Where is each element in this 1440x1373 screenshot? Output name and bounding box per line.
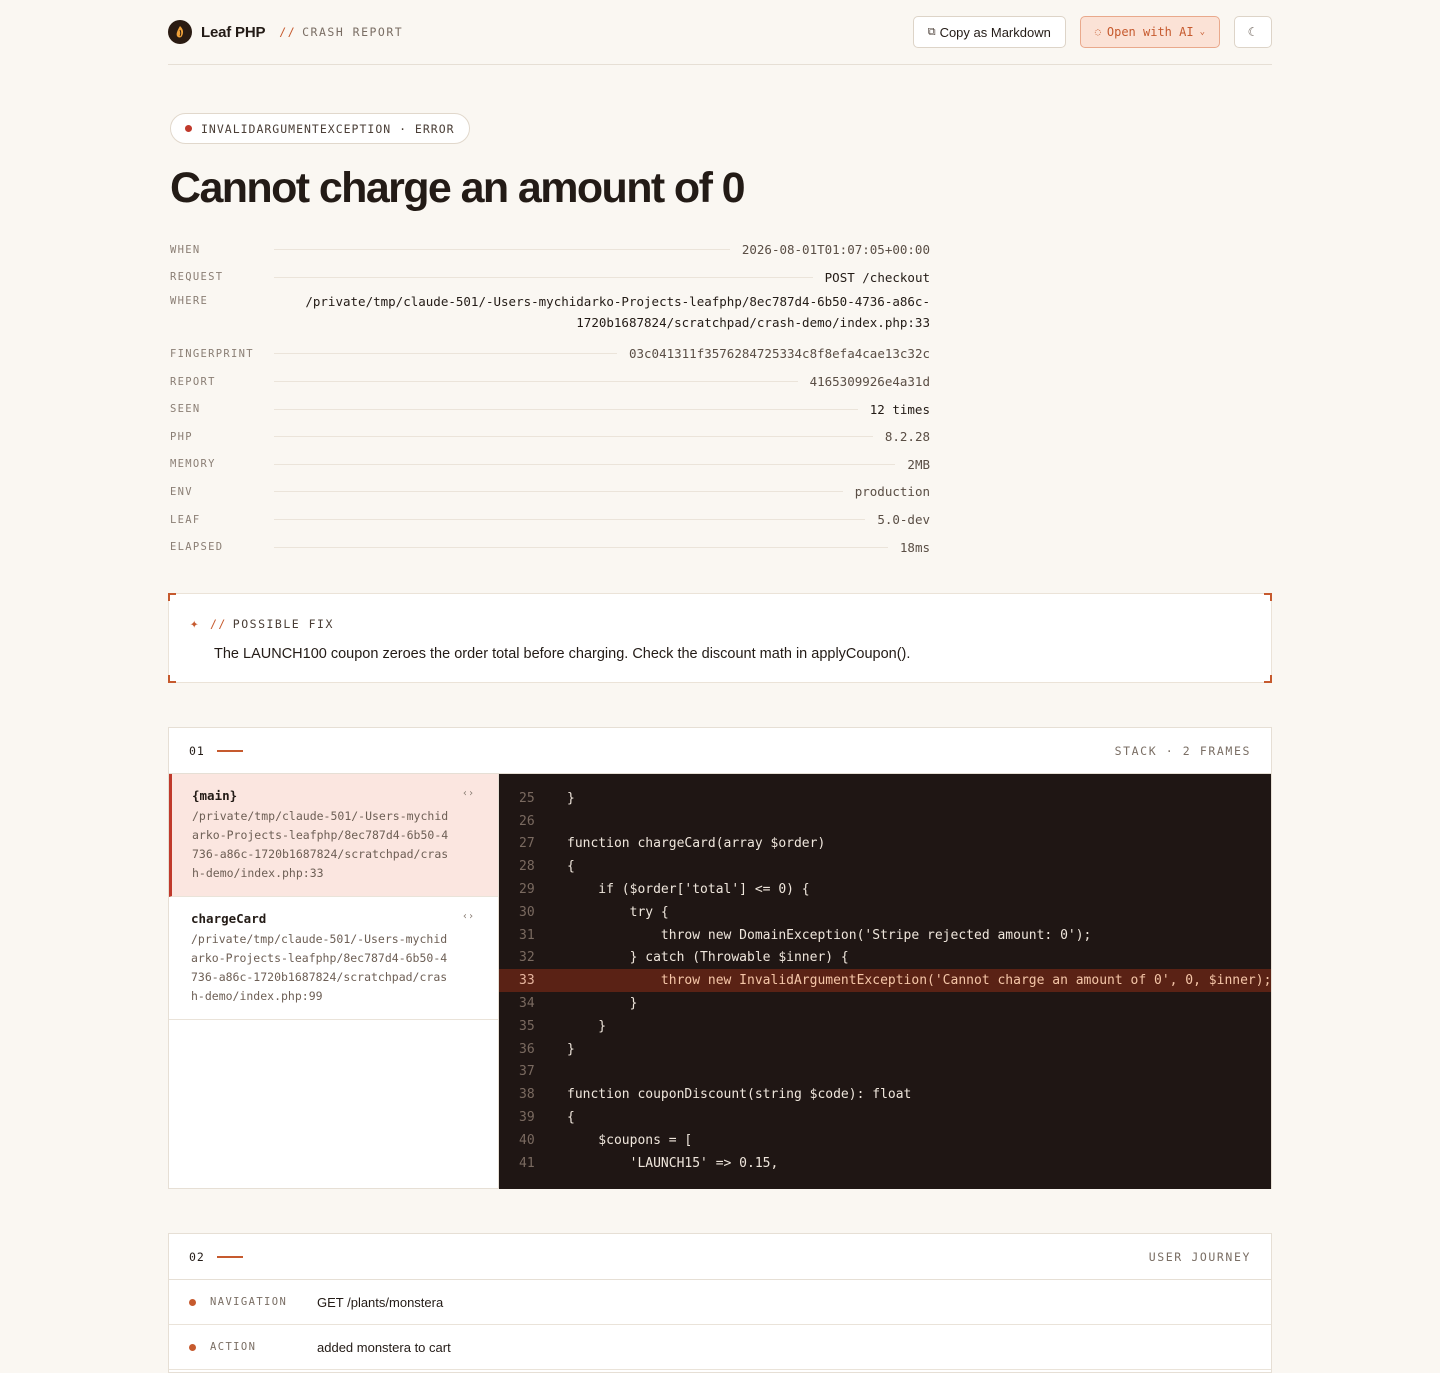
meta-row-env: ENV production <box>170 484 930 500</box>
event-dot-icon <box>189 1299 196 1306</box>
journey-event <box>169 1325 1271 1370</box>
frame-list <box>169 774 499 1189</box>
line-code: 'LAUNCH15' => 0.15, <box>567 1155 779 1171</box>
code-viewer <box>499 774 1271 1189</box>
line-number: 26 <box>519 813 535 829</box>
line-number: 34 <box>519 996 535 1012</box>
line-number: 30 <box>519 904 535 920</box>
copy-icon: ⧉ <box>927 25 936 38</box>
event-type: ACTION <box>210 1341 257 1353</box>
header-actions <box>913 16 1272 48</box>
open-with-ai-button[interactable]: ◌ Open with AI ⌄ <box>1080 16 1220 48</box>
stack-frame[interactable] <box>169 897 498 1020</box>
line-number: 40 <box>519 1132 535 1148</box>
code-expand-icon[interactable]: ‹› <box>461 788 474 799</box>
event-type: NAVIGATION <box>210 1296 288 1308</box>
brand-name: Leaf PHP <box>201 23 266 41</box>
exception-badge: INVALIDARGUMENTEXCEPTION · ERROR <box>170 113 470 144</box>
code-line <box>499 901 1271 924</box>
line-number: 37 <box>519 1064 535 1080</box>
code-line <box>499 992 1271 1015</box>
meta-row-report: REPORT 4165309926e4a31d <box>170 374 930 390</box>
stack-header <box>169 728 1271 774</box>
line-code: } <box>567 1041 575 1057</box>
section-title: STACK · 2 FRAMES <box>1114 743 1251 758</box>
error-dot-icon <box>185 125 192 132</box>
stack-frame[interactable] <box>169 774 498 897</box>
meta-row-elapsed: ELAPSED 18ms <box>170 539 930 555</box>
meta-row-memory: MEMORY 2MB <box>170 456 930 472</box>
section-number: 02 <box>189 1249 205 1264</box>
meta-row-where: WHERE /private/tmp/claude-501/-Users-mychidarko-Projects-leafphp/8ec787d4-6b50-4736-a86c-1720b1687824/scratchpad/crash-demo/index.php:33 <box>170 294 930 331</box>
code-line <box>499 1061 1271 1084</box>
meta-row-seen: SEEN 12 times <box>170 401 930 417</box>
meta-row-when: WHEN 2026-08-01T01:07:05+00:00 <box>170 242 930 258</box>
line-code: { <box>567 1110 575 1126</box>
sparkle-icon: ✦ <box>190 616 200 632</box>
code-line <box>499 969 1271 992</box>
code-line <box>499 787 1271 810</box>
line-code: throw new DomainException('Stripe rejected amount: 0'); <box>567 927 1092 943</box>
moon-icon: ☾ <box>1247 25 1259 39</box>
page-title: Cannot charge an amount of 0 <box>170 164 744 212</box>
section-title: USER JOURNEY <box>1148 1249 1251 1264</box>
line-code: } catch (Throwable $inner) { <box>567 950 849 966</box>
line-number: 31 <box>519 927 535 943</box>
line-code: } <box>567 996 638 1012</box>
code-expand-icon[interactable]: ‹› <box>461 911 474 922</box>
meta-row-php: PHP 8.2.28 <box>170 429 930 445</box>
line-code: function chargeCard(array $order) <box>567 836 826 852</box>
theme-toggle-button[interactable] <box>1234 16 1272 48</box>
line-number: 41 <box>519 1155 535 1171</box>
event-text: GET /plants/monstera <box>317 1294 444 1310</box>
chevron-down-icon: ⌄ <box>1199 27 1205 37</box>
line-number: 29 <box>519 882 535 898</box>
leaf-logo-icon <box>168 20 192 44</box>
possible-fix-card <box>168 593 1272 683</box>
code-line <box>499 810 1271 833</box>
line-code: function couponDiscount(string $code): float <box>567 1087 912 1103</box>
meta-row-fingerprint: FINGERPRINT 03c041311f3576284725334c8f8efa4cae13c32c <box>170 346 930 362</box>
line-number: 27 <box>519 836 535 852</box>
event-dot-icon <box>189 1344 196 1351</box>
sparkle-icon: ◌ <box>1094 26 1101 38</box>
line-number: 33 <box>519 973 535 989</box>
event-text: added monstera to cart <box>317 1339 451 1355</box>
frame-name: {main} <box>192 788 238 803</box>
top-bar <box>168 0 1272 65</box>
journey-event <box>169 1280 1271 1325</box>
line-number: 25 <box>519 790 535 806</box>
stack-panel <box>168 727 1272 1189</box>
code-line <box>499 1038 1271 1061</box>
possible-fix-text: The LAUNCH100 coupon zeroes the order total before charging. Check the discount math in applyCoupon(). <box>214 646 911 662</box>
meta-list <box>170 236 930 561</box>
page-breadcrumb: // CRASH REPORT <box>279 25 404 39</box>
line-number: 38 <box>519 1087 535 1103</box>
line-code: $coupons = [ <box>567 1132 693 1148</box>
code-line <box>499 1015 1271 1038</box>
code-line <box>499 855 1271 878</box>
line-number: 28 <box>519 859 535 875</box>
line-number: 39 <box>519 1110 535 1126</box>
line-code: } <box>567 790 575 806</box>
code-line <box>499 947 1271 970</box>
line-code: if ($order['total'] <= 0) { <box>567 882 810 898</box>
code-line <box>499 924 1271 947</box>
possible-fix-header: ✦ // POSSIBLE FIX <box>190 616 334 632</box>
meta-row-request: REQUEST POST /checkout <box>170 269 930 285</box>
code-line <box>499 1129 1271 1152</box>
meta-row-leaf: LEAF 5.0-dev <box>170 512 930 528</box>
journey-panel <box>168 1233 1272 1373</box>
code-line <box>499 1083 1271 1106</box>
line-code: { <box>567 859 575 875</box>
line-code: try { <box>567 904 669 920</box>
code-line <box>499 1106 1271 1129</box>
journey-header <box>169 1234 1271 1280</box>
code-line <box>499 878 1271 901</box>
code-line <box>499 833 1271 856</box>
line-number: 36 <box>519 1041 535 1057</box>
line-number: 35 <box>519 1018 535 1034</box>
line-code: } <box>567 1018 607 1034</box>
code-line <box>499 1152 1271 1175</box>
frame-path: /private/tmp/claude-501/-Users-mychidarko-Projects-leafphp/8ec787d4-6b50-4736-a86c-1720b1687824/scratchpad/crash-demo/index.php:99 <box>191 932 448 1003</box>
line-code: throw new InvalidArgumentException('Cannot charge an amount of 0', 0, $inner); <box>567 973 1271 989</box>
frame-name: chargeCard <box>191 911 267 926</box>
frame-path: /private/tmp/claude-501/-Users-mychidarko-Projects-leafphp/8ec787d4-6b50-4736-a86c-1720b1687824/scratchpad/crash-demo/index.php:33 <box>192 809 449 880</box>
copy-markdown-button[interactable]: ⧉ Copy as Markdown <box>913 16 1066 48</box>
line-number: 32 <box>519 950 535 966</box>
section-number: 01 <box>189 743 205 758</box>
